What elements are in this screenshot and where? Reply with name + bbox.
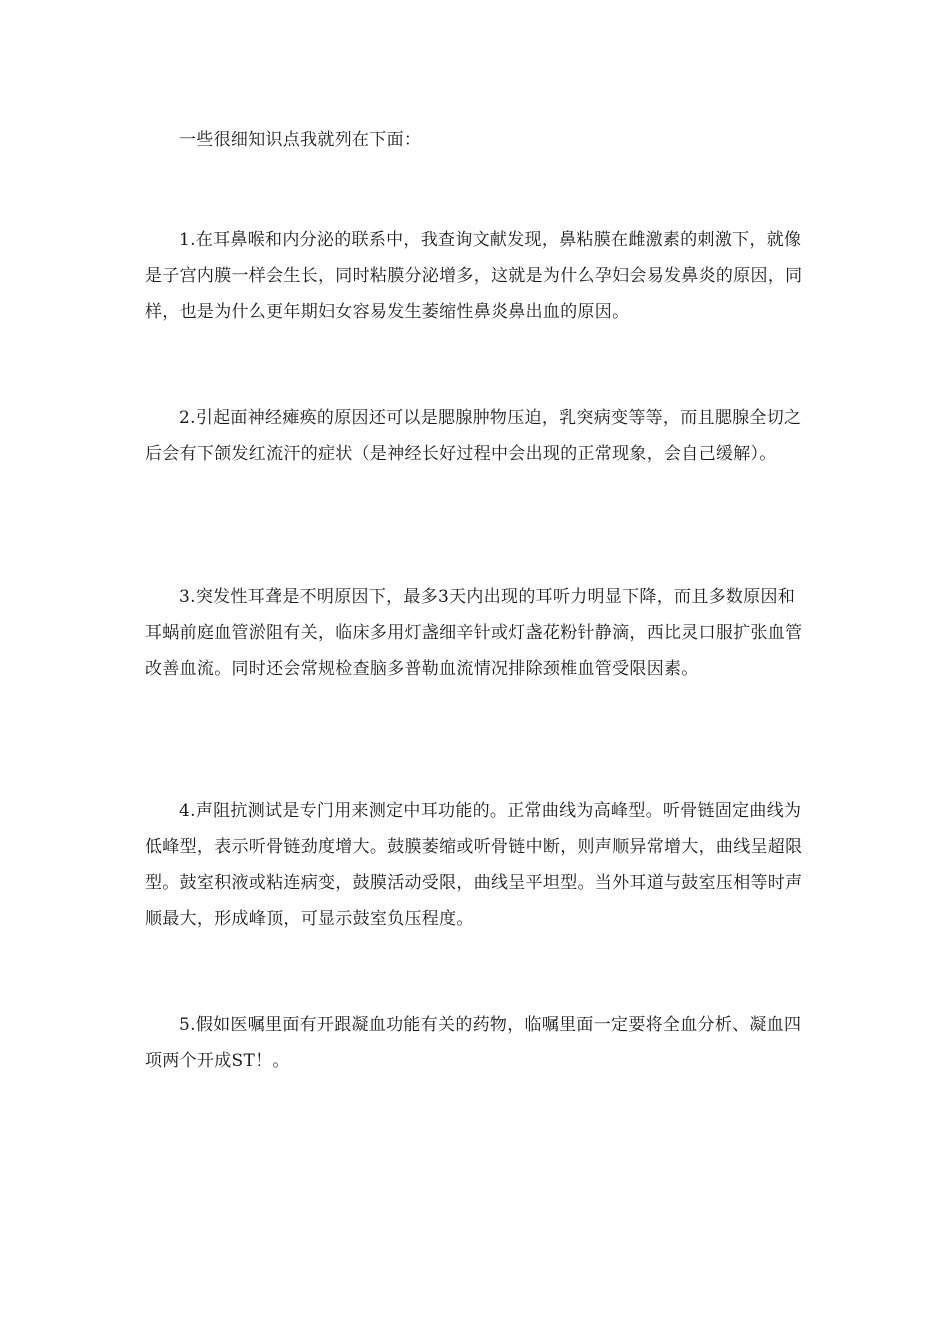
paragraph-2: 2.引起面神经瘫痪的原因还可以是腮腺肿物压迫，乳突病变等等，而且腮腺全切之后会有下颌发红流汗的症状（是神经长好过程中会出现的正常现象，会自己缓解）。 bbox=[145, 408, 802, 464]
intro-paragraph: 一些很细知识点我就列在下面： bbox=[179, 130, 422, 150]
paragraph-4: 4.声阻抗测试是专门用来测定中耳功能的。正常曲线为高峰型。听骨链固定曲线为低峰型，表示听骨链劲度增大。鼓膜萎缩或听骨链中断，则声顺异常增大，曲线呈超限型。鼓室积液或粘连病变，鼓膜活动受限，曲线呈平坦型。当外耳道与鼓室压相等时声顺最大，形成峰顶，可显示鼓室负压程度。 bbox=[145, 801, 803, 929]
paragraph-5: 5.假如医嘱里面有开跟凝血功能有关的药物，临嘱里面一定要将全血分析、凝血四项两个开成ST！。 bbox=[145, 1015, 802, 1071]
paragraph-1: 1.在耳鼻喉和内分泌的联系中，我查询文献发现，鼻粘膜在雌激素的刺激下，就像是子宫内膜一样会生长，同时粘膜分泌增多，这就是为什么孕妇会易发鼻炎的原因，同样，也是为什么更年期妇女容易发生萎缩性鼻炎鼻出血的原因。 bbox=[145, 230, 803, 322]
paragraph-3: 3.突发性耳聋是不明原因下，最多3天内出现的耳听力明显下降，而且多数原因和耳蜗前庭血管淤阻有关，临床多用灯盏细辛针或灯盏花粉针静滴，西比灵口服扩张血管改善血流。同时还会常规检查脑多普勒血流情况排除颈椎血管受限因素。 bbox=[145, 587, 803, 679]
